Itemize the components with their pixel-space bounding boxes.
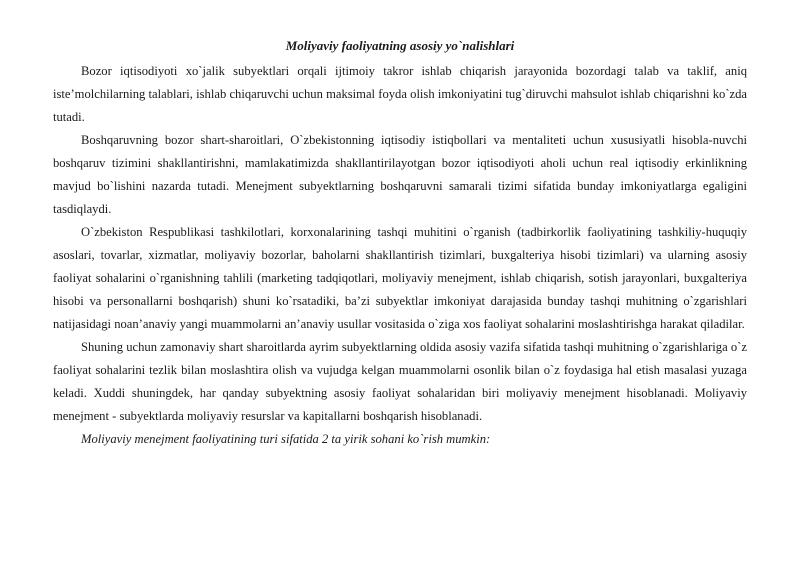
paragraph-4: Shuning uchun zamonaviy shart sharoitlarda ayrim subyektlarning oldida asosiy vazifa sifatida tashqi muhitning o`zgarishlariga o`z faoliyat sohalarini tezlik bilan moslashtira olish va vujudga kelgan muammolarni osonlik bilan o`z foydasiga hal etish masalasi yuzaga keladi. Xuddi shuningdek, har qanday subyektning asosiy faoliyat sohalaridan biri moliyaviy menejment hisoblanadi. Moliyaviy menejment - subyektlarda moliyaviy resurslar va kapitallarni boshqarish hisoblanadi.: [53, 340, 747, 423]
paragraph-2: Boshqaruvning bozor shart-sharoitlari, O`zbekistonning iqtisodiy istiqbollari va mentaliteti uchun xususiyatli hisobla-nuvchi boshqaruv tizimini shakllantirishni, mamlakatimizda shakllantirilayotgan bozor iqtisodiyoti aholi uchun real iqtisodiy erkinlikning mavjud bo`lishini nazarda tutadi. Menejment subyektlarning boshqaruvni samarali tizimi sifatida bunday imkoniyatlarga egaligini tasdiqlaydi.: [53, 133, 747, 216]
paragraph-3: O`zbekiston Respublikasi tashkilotlari, korxonalarining tashqi muhitini o`rganish (tadbirkorlik faoliyatining tashkiliy-huquqiy asoslari, tovarlar, xizmatlar, moliyaviy bozorlar, baholarni shakllantirish tizimlari, buxgalteriya hisobi tizimlari) va ularning asosiy faoliyat sohalarini o`rganishning tahlili (marketing tadqiqotlari, moliyaviy menejment, ishlab chiqarish, sotish jarayonlari, buxgalteriya hisobi va personallarni boshqarish) shuni ko`rsatadiki, ba’zi subyektlar imkoniyat darajasida bunday tashqi muhitning o`zgarishlari natijasidagi noan’anaviy yangi muammolarni an’anaviy usullar vositasida o`ziga xos faoliyat sohalarini moslashtirishga harakat qiladilar.: [53, 225, 747, 331]
document-title: Moliyaviy faoliyatning asosiy yo`nalishlari: [285, 38, 515, 53]
closing-italic-line: Moliyaviy menejment faoliyatining turi sifatida 2 ta yirik sohani ko`rish mumkin:: [81, 432, 491, 446]
paragraph-1: Bozor iqtisodiyoti xo`jalik subyektlari orqali ijtimoiy takror ishlab chiqarish jarayonida bozordagi talab va taklif, aniq iste’molchilarning talablari, ishlab chiqaruvchi uchun maksimal foyda olish imkoniyatini tug`diruvchi mahsulot ishlab chiqarishni ko`zda tutadi.: [53, 64, 747, 124]
